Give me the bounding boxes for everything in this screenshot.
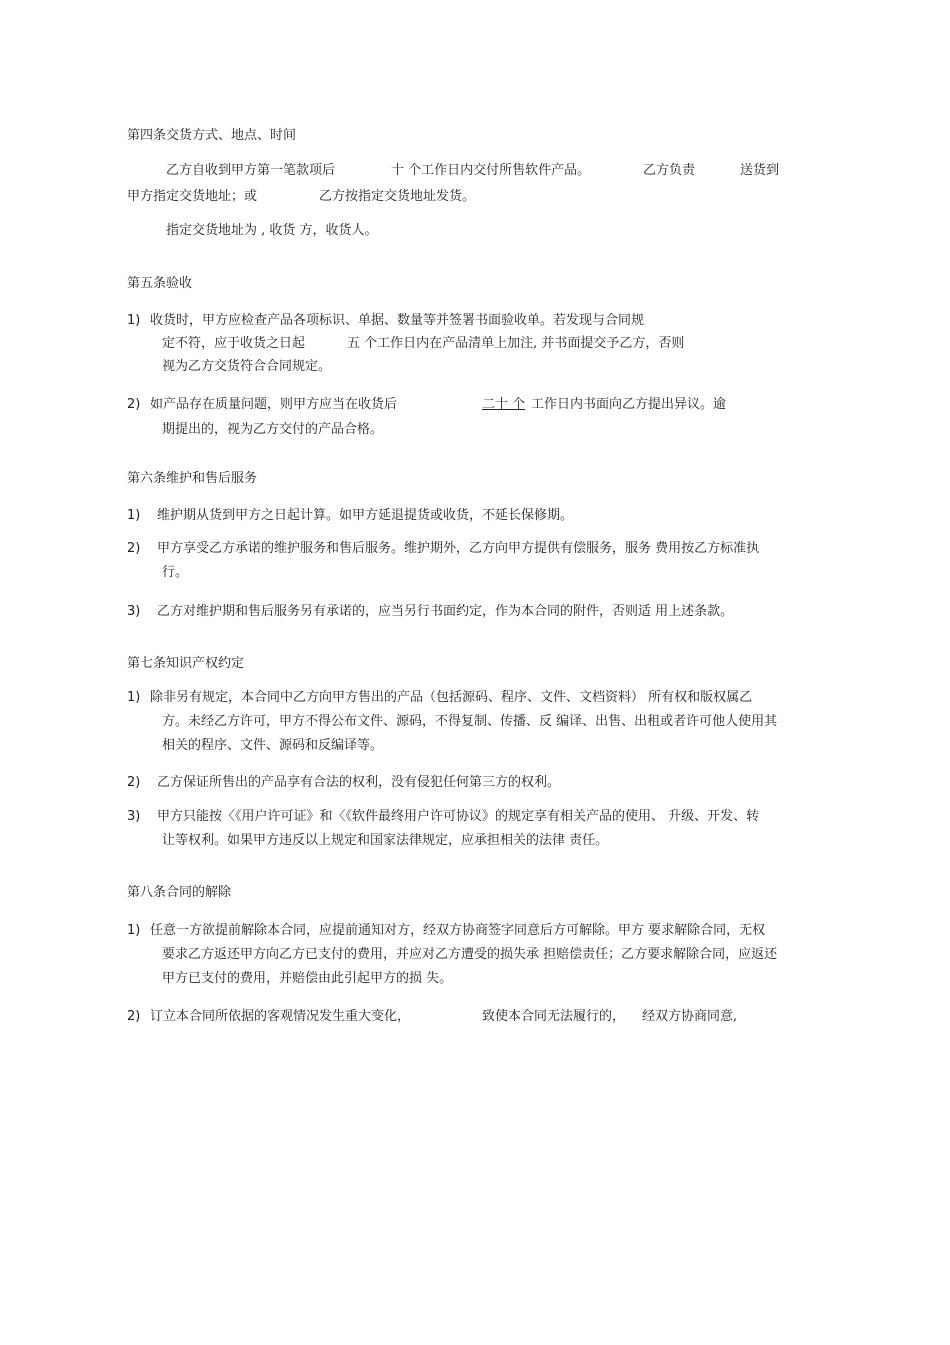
list-number: 1) xyxy=(127,313,141,328)
list-number: 2) xyxy=(127,541,141,556)
list-number: 1) xyxy=(127,923,141,938)
list-item-text: 乙方保证所售出的产品享有合法的权利，没有侵犯任何第三方的权利。 xyxy=(157,775,561,790)
list-item-text: 甲方只能按〈《用户许可证》和〈《软件最终用户许可协议》的规定享有相关产品的使用、 升级、开发、转 xyxy=(157,809,760,824)
list-item-text: 甲方享受乙方承诺的维护服务和售后服务。维护期外，乙方向甲方提供有偿服务，服务 费用按乙方标准执 xyxy=(157,541,760,556)
list-item-text: 期提出的，视为乙方交付的产品合格。 xyxy=(162,422,384,437)
section-7-heading: 第七条知识产权约定 xyxy=(127,656,245,671)
list-item-text: 相关的程序、文件、源码和反编译等。 xyxy=(162,738,384,753)
list-number: 3) xyxy=(127,809,141,824)
list-item-text: 五 个工作日内在产品清单上加注, 并书面提交予乙方，否则 xyxy=(347,336,685,351)
list-item-text: 行。 xyxy=(162,565,189,580)
section-4-text: 乙方按指定交货地址发货。 xyxy=(319,189,476,204)
list-item-text: 订立本合同所依据的客观情况发生重大变化， xyxy=(150,1009,411,1024)
section-4-heading: 第四条交货方式、地点、时间 xyxy=(127,128,297,143)
list-item-text: 方。未经乙方许可，甲方不得公布文件、源码，不得复制、传播、反 编译、出售、出租或者许可他人使用其 xyxy=(162,714,778,729)
list-item-text: 任意一方欲提前解除本合同，应提前通知对方，经双方协商签字同意后方可解除。甲方 要求解除合同，无权 xyxy=(150,923,766,938)
section-8-heading: 第八条合同的解除 xyxy=(127,885,232,900)
section-5-heading: 第五条验收 xyxy=(127,276,193,291)
list-item-text: 工作日内书面向乙方提出异议。逾 xyxy=(531,397,727,412)
section-4-text: 乙方自收到甲方第一笔款项后 xyxy=(166,163,336,178)
list-item-text: 乙方对维护期和售后服务另有承诺的，应当另行书面约定，作为本合同的附件，否则适 用上述条款。 xyxy=(157,604,734,619)
list-item-text: 收货时，甲方应检查产品各项标识、单据、数量等并签署书面验收单。若发现与合同规 xyxy=(150,313,645,328)
underlined-value: 二十 个 xyxy=(482,397,526,412)
section-4-text: 甲方指定交货地址；或 xyxy=(127,189,258,204)
list-item-text: 致使本合同无法履行的， xyxy=(482,1009,626,1024)
list-number: 1) xyxy=(127,690,141,705)
list-number: 2) xyxy=(127,1009,141,1024)
list-item-text: 让等权利。如果甲方违反以上规定和国家法律规定，应承担相关的法律 责任。 xyxy=(162,833,609,848)
list-item-text: 除非另有规定，本合同中乙方向甲方售出的产品（包括源码、程序、文件、文档资料） 所有权和版权属乙 xyxy=(150,690,753,705)
list-item-text: 如产品存在质量问题，则甲方应当在收货后 xyxy=(150,397,398,412)
section-6-heading: 第六条维护和售后服务 xyxy=(127,471,258,486)
section-4-text: 十 个工作日内交付所售软件产品。 xyxy=(391,163,591,178)
section-4-text: 乙方负责 xyxy=(643,163,696,178)
list-item-text: 要求乙方返还甲方向乙方已支付的费用，并应对乙方遭受的损失承 担赔偿责任；乙方要求解除合同，应返还 xyxy=(162,947,778,962)
section-4-text: 送货到 xyxy=(740,163,780,178)
list-number: 1) xyxy=(127,508,141,523)
list-item-text: 视为乙方交货符合合同规定。 xyxy=(162,359,332,374)
section-4-text: 指定交货地址为 , 收货 方，收货人。 xyxy=(166,223,378,238)
list-item-text: 甲方已支付的费用，并赔偿由此引起甲方的损 失。 xyxy=(162,971,453,986)
list-item-text: 经双方协商同意, xyxy=(642,1009,738,1024)
list-item-text: 定不符，应于收货之日起 xyxy=(162,336,306,351)
list-number: 2) xyxy=(127,775,141,790)
list-number: 3) xyxy=(127,604,141,619)
list-item-text: 维护期从货到甲方之日起计算。如甲方延退提货或收货，不延长保修期。 xyxy=(157,508,574,523)
list-number: 2) xyxy=(127,397,141,412)
